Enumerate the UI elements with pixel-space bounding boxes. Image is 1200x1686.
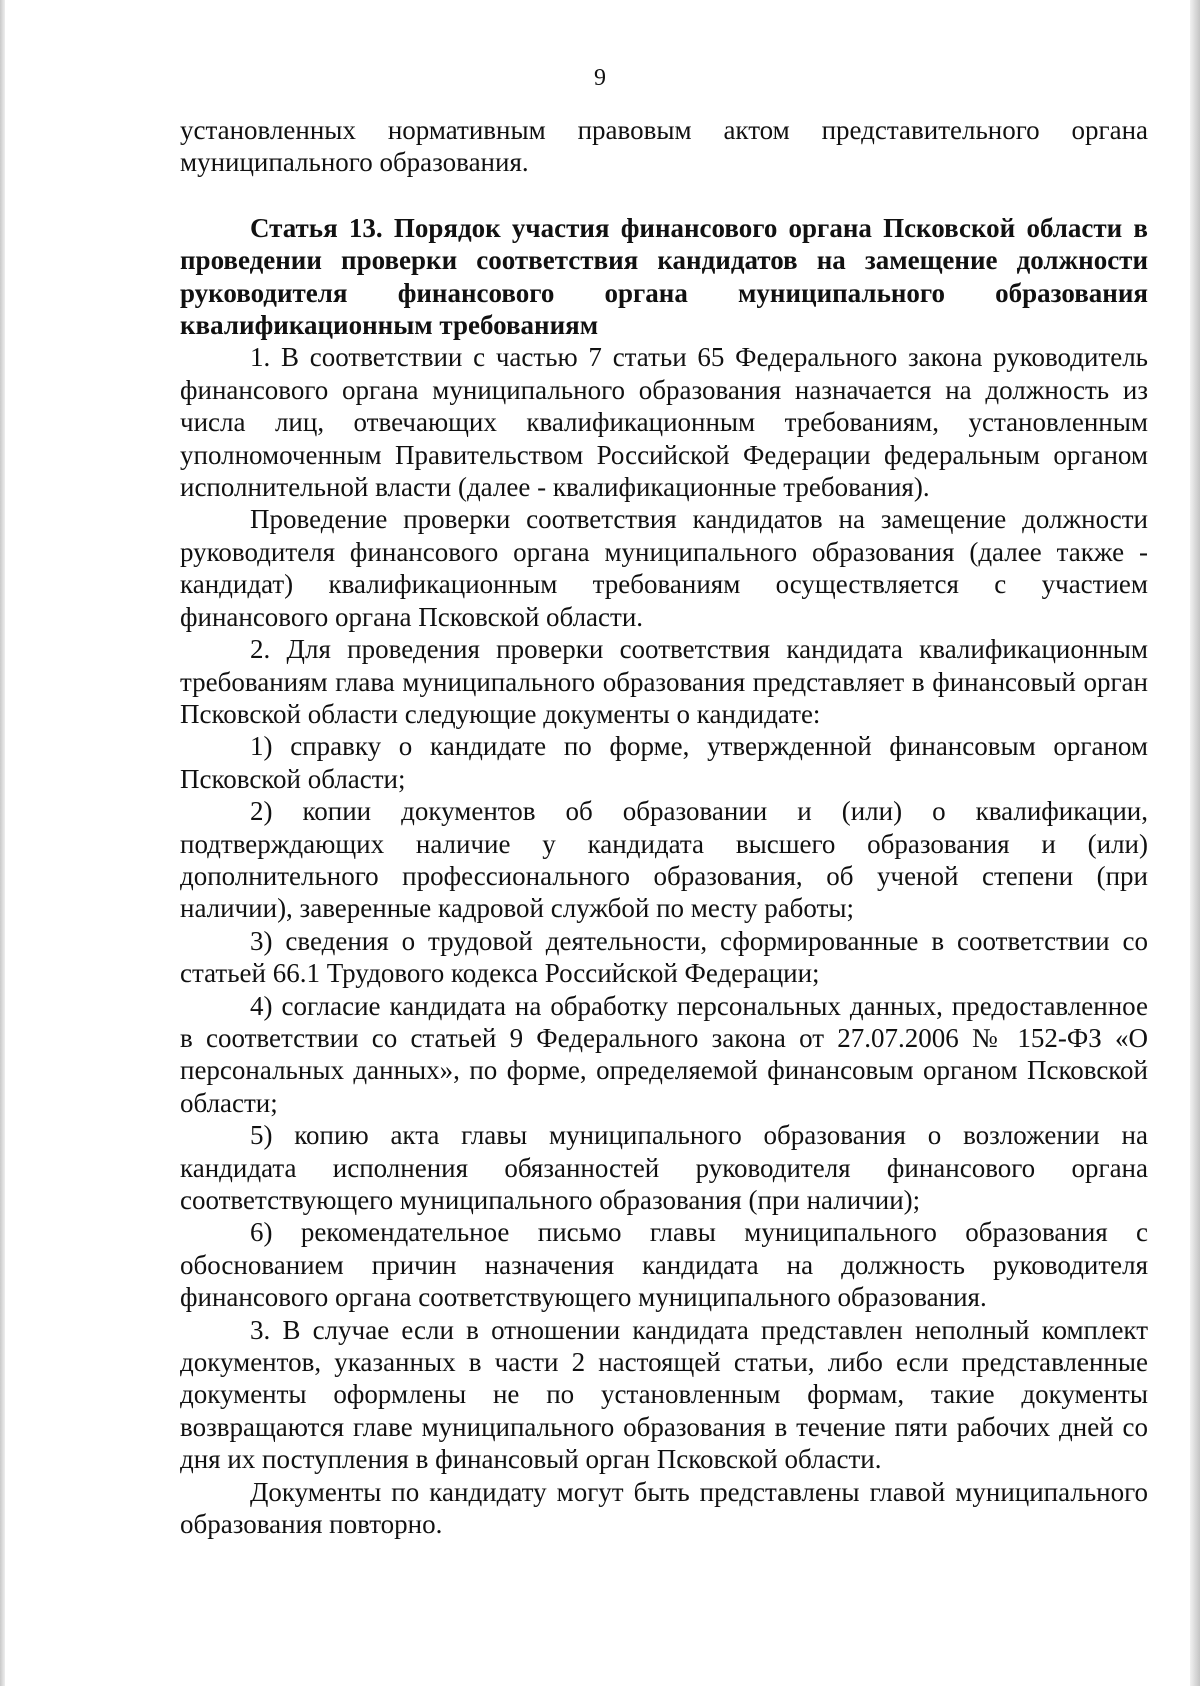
scan-edge-right <box>1190 0 1200 1686</box>
list-item-3: 3) сведения о трудовой деятельности, сформированные в соответствии со статьей 66.1 Трудового кодекса Российской Федерации; <box>180 925 1148 989</box>
document-body <box>180 114 1148 1540</box>
list-item-6: 6) рекомендательное письмо главы муниципального образования с обоснованием причин назначения кандидата на должность руководителя финансового органа соответствующего муниципального образования. <box>180 1217 1148 1313</box>
paragraph-part-2: 2. Для проведения проверки соответствия кандидата квалификационным требованиям глава муниципального образования представляет в финансовый орган Псковской области следующие документы о кандидате: <box>180 634 1148 729</box>
page-number: 9 <box>594 65 606 91</box>
paragraph-part-1: 1. В соответствии с частью 7 статьи 65 Федерального закона руководитель финансового органа муниципального образования назначается на должность из числа лиц, отвечающих квалификационным требованиям, установленным уполномоченным Правительством Российской Федерации федеральным органом исполнительной власти (далее - квалификационные требования). <box>180 342 1148 503</box>
list-item-4: 4) согласие кандидата на обработку персональных данных, предоставленное в соответствии со статьей 9 Федерального закона от 27.07.2006 № 152-ФЗ «О персональных данных», по форме, определяемой финансовым органом Псковской области; <box>180 990 1148 1118</box>
scan-edge-left <box>0 0 5 1686</box>
list-item-2: 2) копии документов об образовании и (или) о квалификации, подтверждающих наличие у кандидата высшего образования и (или) дополнительного профессионального образования, об ученой степени (при наличии), заверенные кадровой службой по месту работы; <box>180 796 1148 924</box>
paragraph-part-3: 3. В случае если в отношении кандидата представлен неполный комплект документов, указанных в части 2 настоящей статьи, либо если представленные документы оформлены не по установленным формам, такие документы возвращаются главе муниципального образования в течение пяти рабочих дней со дня их поступления в финансовый орган Псковской области. <box>180 1314 1148 1475</box>
paragraph-continuation: установленных нормативным правовым актом представительного органа муниципального образования. <box>180 115 1148 178</box>
article-heading: Статья 13. Порядок участия финансового органа Псковской области в проведении проверки соответствия кандидатов на замещение должности руководителя финансового органа муниципального образования квалификационным требованиям <box>180 212 1148 341</box>
list-item-5: 5) копию акта главы муниципального образования о возложении на кандидата исполнения обязанностей руководителя финансового органа соответствующего муниципального образования (при наличии); <box>180 1120 1148 1215</box>
paragraph-verification: Проведение проверки соответствия кандидатов на замещение должности руководителя финансового органа муниципального образования (далее также - кандидат) квалификационным требованиям осуществляется с участием финансового органа Псковской области. <box>180 504 1148 632</box>
list-item-1: 1) справку о кандидате по форме, утвержденной финансовым органом Псковской области; <box>180 731 1148 794</box>
paragraph-resubmission: Документы по кандидату могут быть представлены главой муниципального образования повторно. <box>180 1476 1148 1540</box>
